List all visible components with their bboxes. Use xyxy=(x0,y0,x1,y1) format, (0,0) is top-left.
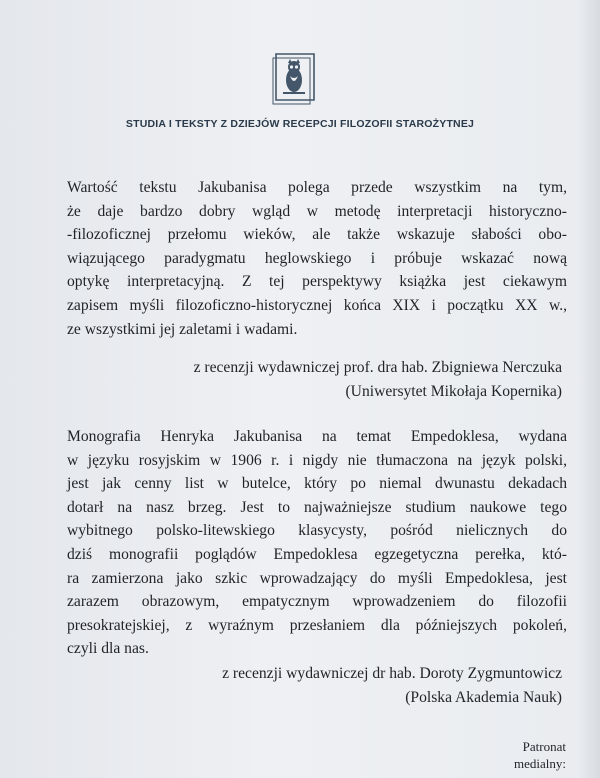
review-2-line: czyli dla nas. xyxy=(67,640,149,658)
review-2-line: ra zamierzona jako szkic wprowadzający do myśli Empedoklesa, jest xyxy=(67,569,567,587)
review-2-reviewer: z recenzji wydawniczej dr hab. Doroty Zygmuntowicz xyxy=(222,665,562,682)
patronage-label-2: medialny: xyxy=(514,756,566,771)
review-1-line: ze wszystkimi jej zaletami i wadami. xyxy=(67,320,298,338)
review-2-line: zarazem obrazowym, empatycznym wprowadzeniem do filozofii xyxy=(67,593,567,611)
review-1-text xyxy=(67,176,567,341)
review-2-line: Monografia Henryka Jakubanisa na temat Empedoklesa, wydana xyxy=(67,428,567,445)
series-title: STUDIA I TEKSTY Z DZIEJÓW RECEPCJI FILOZOFII STAROŻYTNEJ xyxy=(125,118,475,130)
review-1-line: wiązującego paradygmatu heglowskiego i próbuje wskazać nową xyxy=(67,249,567,267)
review-1-affiliation: (Uniwersytet Mikołaja Kopernika) xyxy=(345,382,562,400)
review-1-line: -filozoficznej przełomu wieków, ale także wskazuje słabości obo- xyxy=(67,226,567,244)
review-1-line: że daje bardzo dobry wgląd w metodę interpretacji historyczno- xyxy=(67,202,567,220)
owl-emblem-icon xyxy=(269,50,321,108)
review-2-line: wybitnego polsko-litewskiego klasycysty, pośród nielicznych do xyxy=(67,522,567,540)
review-2-attribution xyxy=(222,662,562,709)
review-1-attribution xyxy=(194,356,562,403)
review-2-line: dotarł na nasz brzeg. Jest to najważniejsze studium naukowe tego xyxy=(67,498,567,516)
review-2-line: w języku rosyjskim w 1906 r. i nigdy nie tłumaczona na język polski, xyxy=(67,451,567,469)
media-patronage xyxy=(514,738,566,772)
review-2-line: jest jak cenny list w butelce, który po niemal dwunastu dekadach xyxy=(67,475,567,493)
review-1-line: zapisem myśli filozoficzno-historycznej końca XIX i początku XX w., xyxy=(67,296,567,314)
patronage-label: Patronat xyxy=(522,739,566,754)
review-2-text xyxy=(67,425,567,661)
review-1-reviewer: z recenzji wydawniczej prof. dra hab. Zbigniewa Nerczuka xyxy=(193,359,562,376)
review-2-line: presokratejskiej, z wyraźnym przesłaniem dla późniejszych pokoleń, xyxy=(67,616,567,634)
review-2-affiliation: (Polska Akademia Nauk) xyxy=(405,688,562,706)
review-1-line: Wartość tekstu Jakubanisa polega przede wszystkim na tym, xyxy=(67,179,567,196)
review-1-line: optykę interpretacyjną. Z tej perspektywy książka jest ciekawym xyxy=(67,273,567,291)
review-2-line: dziś monografii poglądów Empedoklesa egzegetyczna perełka, któ- xyxy=(67,545,567,563)
spine-shadow xyxy=(578,0,600,778)
